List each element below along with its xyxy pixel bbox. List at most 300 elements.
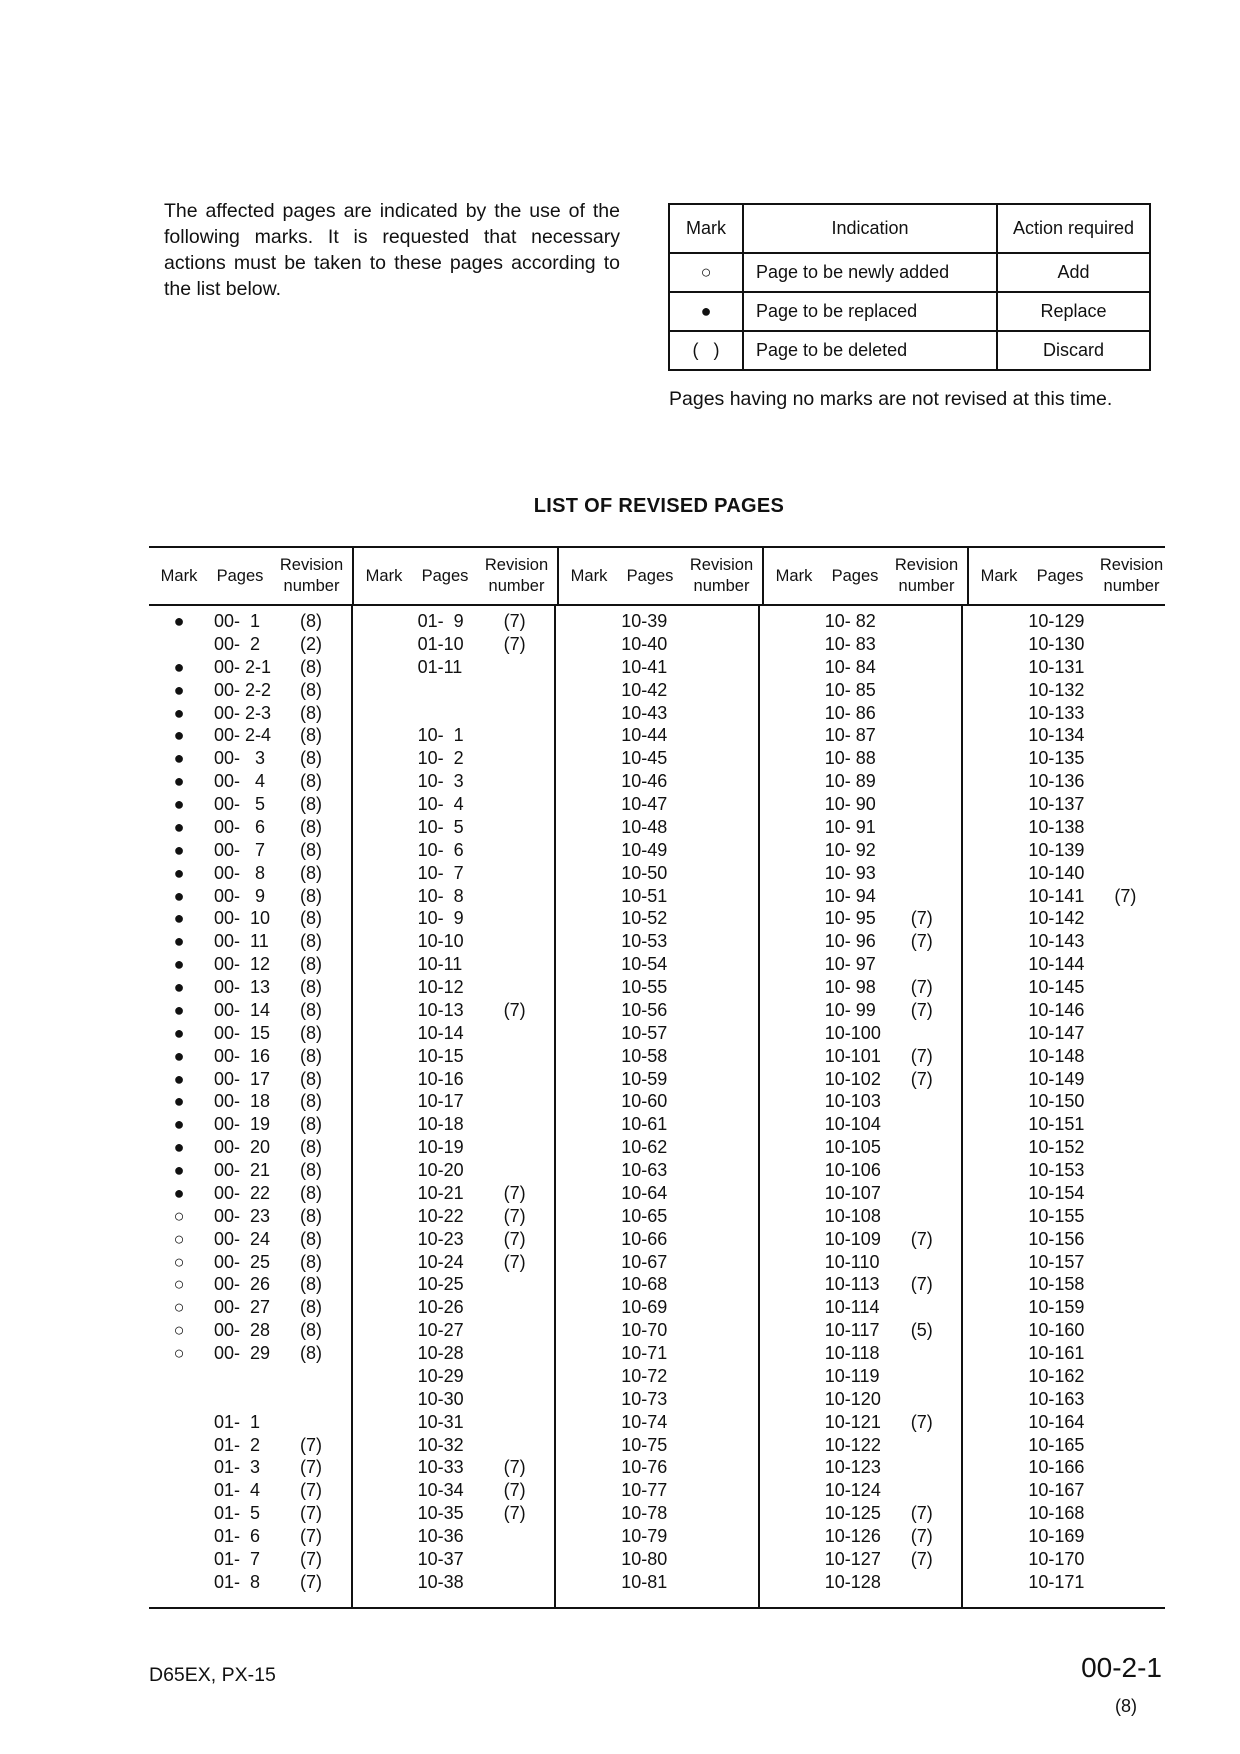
table-row — [556, 656, 758, 679]
mark-cell — [149, 1456, 209, 1479]
mark-cell — [963, 1251, 1023, 1274]
mark-cell — [760, 885, 820, 908]
revision-cell — [1090, 1571, 1160, 1594]
mark-cell — [760, 1182, 820, 1205]
revision-cell: (7) — [503, 1457, 526, 1478]
revision-cell — [1090, 1502, 1160, 1525]
revision-cell: (8) — [300, 885, 322, 906]
revision-cell — [1090, 1205, 1160, 1228]
pages-cell: 10-107 — [824, 1182, 881, 1203]
table-row — [149, 793, 351, 816]
pages-cell: 10- 9 — [417, 908, 464, 929]
table-row — [760, 1548, 962, 1571]
intro-paragraph: The affected pages are indicated by the use of the following marks. It is requested that necessary actions must be taken to these pages according to the list below. — [164, 200, 620, 300]
mark-cell — [353, 862, 413, 885]
table-row — [963, 930, 1165, 953]
table-row — [149, 1068, 351, 1091]
table-row — [353, 1045, 555, 1068]
revision-cell — [480, 679, 550, 702]
page-revision: (8) — [1115, 1696, 1137, 1716]
pages-cell: 10-67 — [621, 1251, 668, 1272]
pages-cell: 00- 5 — [214, 794, 266, 814]
revision-cell — [887, 702, 957, 725]
table-row — [963, 770, 1165, 793]
table-row — [963, 1296, 1165, 1319]
table-row — [556, 976, 758, 999]
table-row — [760, 702, 962, 725]
table-row — [556, 930, 758, 953]
revision-cell — [480, 702, 550, 725]
table-row — [556, 1411, 758, 1434]
pages-cell: 10-81 — [621, 1571, 668, 1592]
revision-cell — [887, 1022, 957, 1045]
revision-cell — [480, 1388, 550, 1411]
table-row — [149, 1159, 351, 1182]
table-row — [149, 610, 351, 633]
revision-cell — [683, 793, 753, 816]
revision-cell: (2) — [300, 633, 322, 654]
mark-cell — [556, 724, 616, 747]
mark-cell — [556, 770, 616, 793]
mark-cell — [760, 1411, 820, 1434]
revision-cell: (8) — [300, 1274, 322, 1295]
header-revision — [681, 555, 762, 597]
header-pages: Pages — [421, 566, 469, 585]
table-row — [760, 610, 962, 633]
table-row — [963, 1502, 1165, 1525]
pages-cell: 10-159 — [1028, 1297, 1085, 1318]
revision-cell — [683, 930, 753, 953]
pages-cell: 10- 93 — [824, 862, 876, 883]
mark-cell — [149, 1571, 209, 1594]
pages-cell: 10-65 — [621, 1205, 668, 1226]
legend-action-replace: Replace — [997, 292, 1150, 331]
revision-cell: (7) — [300, 1526, 322, 1546]
pages-cell: 01- 5 — [214, 1503, 261, 1524]
pages-cell: 10-169 — [1028, 1526, 1085, 1546]
mark-cell — [353, 1434, 413, 1457]
mark-cell — [556, 1136, 616, 1159]
pages-cell: 10-47 — [621, 794, 668, 814]
mark-cell — [353, 1502, 413, 1525]
table-row — [760, 1571, 962, 1594]
pages-cell: 10- 2 — [417, 748, 464, 769]
mark-cell — [149, 633, 209, 656]
table-row — [149, 770, 351, 793]
mark-cell — [556, 1205, 616, 1228]
pages-cell: 00- 11 — [214, 931, 269, 952]
mark-cell — [760, 1090, 820, 1113]
revision-cell — [683, 724, 753, 747]
legend-action-add: Add — [997, 253, 1150, 292]
mark-cell — [760, 1434, 820, 1457]
revision-cell: (8) — [300, 794, 322, 814]
revision-cell: (7) — [503, 999, 526, 1020]
revision-cell: (7) — [503, 1182, 526, 1203]
pages-cell: 00- 23 — [214, 1205, 271, 1226]
table-row — [963, 1388, 1165, 1411]
mark-cell — [556, 1502, 616, 1525]
revision-cell: (5) — [910, 1320, 933, 1341]
header-revision — [1091, 555, 1172, 597]
mark-cell — [760, 839, 820, 862]
table-row — [760, 953, 962, 976]
revision-cell — [683, 1113, 753, 1136]
revision-cell — [480, 1342, 550, 1365]
pages-cell: 00- 2-1 — [214, 656, 272, 677]
revision-cell: (8) — [300, 954, 322, 975]
revision-cell — [683, 1479, 753, 1502]
pages-cell: 00- 18 — [214, 1091, 271, 1112]
revision-cell — [887, 1113, 957, 1136]
revision-cell — [1090, 633, 1160, 656]
pages-cell: 01- 4 — [214, 1480, 261, 1501]
mark-cell: ○ — [173, 1274, 185, 1295]
pages-cell: 10-138 — [1028, 816, 1085, 837]
revision-cell — [683, 702, 753, 725]
table-row — [149, 930, 351, 953]
table-row — [556, 1228, 758, 1251]
revision-cell — [480, 1136, 550, 1159]
pages-cell: 10-104 — [824, 1114, 881, 1135]
mark-cell — [556, 1182, 616, 1205]
mark-cell — [963, 1022, 1023, 1045]
pages-cell: 10- 5 — [417, 816, 464, 837]
legend-header-mark: Mark — [669, 204, 743, 253]
revision-cell — [887, 1182, 957, 1205]
revision-cell — [887, 953, 957, 976]
table-row — [353, 1022, 555, 1045]
pages-cell: 10-132 — [1028, 679, 1085, 700]
table-row — [353, 1525, 555, 1548]
revision-cell: (8) — [300, 1022, 322, 1043]
revision-cell: (7) — [503, 1228, 526, 1249]
mark-cell — [760, 770, 820, 793]
revision-cell — [480, 1411, 550, 1434]
revision-cell: (8) — [300, 1160, 322, 1180]
table-row — [963, 907, 1165, 930]
pages-cell: 10-120 — [824, 1388, 881, 1409]
mark-cell — [760, 1296, 820, 1319]
mark-cell — [760, 1456, 820, 1479]
pages-cell: 10-114 — [824, 1297, 880, 1318]
mark-cell — [353, 1045, 413, 1068]
mark-cell — [353, 1182, 413, 1205]
legend-row-discard — [669, 331, 1150, 370]
pages-cell: 10-75 — [621, 1434, 668, 1455]
pages-cell: 10-100 — [824, 1022, 881, 1043]
table-row — [149, 1319, 351, 1342]
pages-cell: 10- 95 — [824, 908, 876, 929]
table-row — [760, 1319, 962, 1342]
mark-cell — [760, 1228, 820, 1251]
pages-cell: 10- 94 — [824, 885, 876, 906]
revision-cell — [887, 1434, 957, 1457]
mark-cell — [760, 1068, 820, 1091]
revised-pages-body — [149, 606, 1165, 1607]
table-row — [353, 1182, 555, 1205]
mark-cell — [760, 816, 820, 839]
table-row — [963, 1456, 1165, 1479]
mark-cell: ● — [173, 885, 185, 906]
mark-cell — [760, 1045, 820, 1068]
revision-cell — [480, 907, 550, 930]
revision-cell — [480, 1159, 550, 1182]
table-row — [760, 1525, 962, 1548]
mark-cell — [353, 839, 413, 862]
table-row — [556, 1502, 758, 1525]
mark-cell — [963, 1136, 1023, 1159]
table-row — [353, 1365, 555, 1388]
pages-cell: 10-126 — [824, 1526, 881, 1546]
table-row — [149, 1228, 351, 1251]
mark-cell — [760, 1022, 820, 1045]
revision-cell — [683, 1045, 753, 1068]
mark-cell — [149, 1548, 209, 1571]
pages-cell: 00- 3 — [214, 748, 266, 769]
table-row — [556, 1068, 758, 1091]
mark-cell — [760, 999, 820, 1022]
mark-cell — [963, 1205, 1023, 1228]
table-row — [760, 839, 962, 862]
table-row — [353, 907, 555, 930]
mark-cell — [556, 702, 616, 725]
mark-cell — [353, 793, 413, 816]
mark-cell — [556, 1090, 616, 1113]
mark-cell — [556, 1548, 616, 1571]
revision-cell — [480, 1571, 550, 1594]
mark-cell — [556, 1456, 616, 1479]
pages-cell: 10-32 — [417, 1434, 464, 1455]
table-row — [149, 839, 351, 862]
mark-cell: ● — [173, 748, 185, 769]
table-row — [556, 679, 758, 702]
pages-cell: 10-151 — [1028, 1114, 1085, 1135]
mark-cell — [556, 885, 616, 908]
mark-cell — [963, 1479, 1023, 1502]
page-list-column-5 — [961, 606, 1165, 1607]
pages-cell: 10- 98 — [824, 977, 876, 997]
table-row — [556, 999, 758, 1022]
table-row — [760, 1228, 962, 1251]
mark-cell — [760, 1388, 820, 1411]
mark-cell — [353, 1273, 413, 1296]
pages-cell: 10-41 — [621, 656, 668, 677]
pages-cell: 10-139 — [1028, 839, 1085, 860]
mark-cell — [353, 1205, 413, 1228]
mark-cell — [353, 1411, 413, 1434]
pages-cell: 10-123 — [824, 1457, 881, 1478]
pages-cell: 10-171 — [1028, 1571, 1085, 1592]
mark-cell — [963, 610, 1023, 633]
table-row — [760, 999, 962, 1022]
page-number: 00-2-1 — [1081, 1652, 1162, 1683]
mark-cell — [760, 1365, 820, 1388]
pages-cell: 10- 92 — [824, 839, 876, 860]
pages-cell: 10- 4 — [417, 794, 464, 814]
table-row — [760, 816, 962, 839]
pages-cell: 01- 8 — [214, 1571, 261, 1592]
page-list-column-2 — [351, 606, 555, 1607]
pages-cell: 10-147 — [1028, 1022, 1085, 1043]
pages-cell: 00- 27 — [214, 1297, 271, 1318]
table-row — [149, 1434, 351, 1457]
pages-cell: 10-17 — [417, 1091, 464, 1112]
pages-cell: 10-127 — [824, 1548, 881, 1569]
pages-cell: 10-165 — [1028, 1434, 1085, 1455]
mark-cell — [353, 1548, 413, 1571]
mark-cell — [149, 1502, 209, 1525]
mark-cell — [963, 1502, 1023, 1525]
table-row — [353, 1571, 555, 1594]
table-row — [963, 1159, 1165, 1182]
pages-cell: 01- 2 — [214, 1434, 261, 1455]
pages-cell: 10- 86 — [824, 702, 876, 723]
revision-cell — [1090, 1159, 1160, 1182]
pages-cell: 10-22 — [417, 1205, 464, 1226]
revision-cell: (8) — [300, 908, 322, 929]
mark-cell — [556, 1273, 616, 1296]
mark-cell — [760, 907, 820, 930]
mark-cell — [353, 702, 413, 725]
table-row — [963, 1090, 1165, 1113]
table-row — [556, 1365, 758, 1388]
pages-cell: 10-161 — [1028, 1343, 1085, 1363]
revision-cell — [1090, 610, 1160, 633]
pages-cell: 10-124 — [824, 1480, 881, 1501]
table-row — [353, 999, 555, 1022]
revision-cell — [683, 862, 753, 885]
table-row — [556, 1136, 758, 1159]
table-row — [149, 999, 351, 1022]
table-row — [353, 1136, 555, 1159]
mark-cell — [963, 724, 1023, 747]
pages-cell: 10-134 — [1028, 725, 1085, 746]
pages-cell: 00- 14 — [214, 999, 271, 1020]
revision-cell: (7) — [300, 1571, 322, 1592]
mark-cell — [353, 1319, 413, 1342]
header-pages: Pages — [831, 566, 879, 585]
pages-cell: 10-39 — [621, 611, 668, 631]
revision-cell: (7) — [503, 633, 526, 654]
table-row — [963, 1251, 1165, 1274]
pages-cell: 10- 87 — [824, 725, 876, 746]
mark-cell — [760, 702, 820, 725]
revision-cell: (7) — [503, 1503, 526, 1524]
revision-cell — [480, 1090, 550, 1113]
table-row — [149, 656, 351, 679]
table-row — [149, 1502, 351, 1525]
revision-cell — [683, 1411, 753, 1434]
mark-cell — [556, 1296, 616, 1319]
table-row — [556, 1090, 758, 1113]
mark-cell — [760, 1548, 820, 1571]
mark-cell — [963, 1113, 1023, 1136]
revision-cell — [276, 1365, 346, 1388]
revision-cell — [1090, 656, 1160, 679]
revision-cell: (7) — [910, 908, 933, 929]
table-row — [149, 885, 351, 908]
pages-cell: 10-19 — [417, 1137, 464, 1158]
mark-cell — [353, 1479, 413, 1502]
table-row — [963, 679, 1165, 702]
revision-cell — [683, 656, 753, 679]
mark-cell — [963, 839, 1023, 862]
table-row — [353, 1502, 555, 1525]
table-row — [556, 1113, 758, 1136]
revision-cell: (8) — [300, 679, 322, 700]
pages-cell: 10-128 — [824, 1571, 881, 1592]
table-row — [353, 747, 555, 770]
pages-cell — [413, 702, 480, 725]
header-revision — [886, 555, 967, 597]
table-row — [556, 770, 758, 793]
pages-cell: 10-55 — [621, 977, 668, 997]
header-pages: Pages — [1036, 566, 1084, 585]
pages-cell: 10-122 — [824, 1434, 881, 1455]
pages-cell: 10-51 — [621, 885, 668, 906]
pages-cell: 10-31 — [417, 1411, 464, 1432]
mark-cell — [963, 1319, 1023, 1342]
header-revision — [476, 555, 557, 597]
mark-cell — [556, 1045, 616, 1068]
pages-cell: 00- 16 — [214, 1045, 271, 1066]
revision-cell: (8) — [300, 1251, 322, 1272]
pages-cell: 00- 6 — [214, 816, 266, 837]
pages-cell: 10-157 — [1028, 1251, 1085, 1272]
mark-cell — [353, 1456, 413, 1479]
table-row — [760, 976, 962, 999]
revision-cell — [1090, 1113, 1160, 1136]
table-row — [149, 1045, 351, 1068]
revised-pages-header — [149, 548, 1165, 606]
legend-header-row — [669, 204, 1150, 253]
table-row — [353, 953, 555, 976]
pages-cell: 10-137 — [1028, 794, 1085, 814]
table-row — [556, 1045, 758, 1068]
mark-cell — [760, 976, 820, 999]
table-row — [353, 1342, 555, 1365]
mark-legend-table — [668, 203, 1151, 371]
mark-cell — [760, 1479, 820, 1502]
no-mark-note: Pages having no marks are not revised at this time. — [669, 388, 1113, 410]
legend-mark-add: ○ — [669, 253, 743, 292]
revision-cell — [683, 1159, 753, 1182]
mark-cell: ● — [173, 1182, 185, 1203]
revision-cell — [480, 793, 550, 816]
mark-cell — [353, 633, 413, 656]
revision-cell — [683, 1571, 753, 1594]
pages-cell: 10-155 — [1028, 1205, 1085, 1226]
mark-cell — [149, 1365, 209, 1388]
mark-cell: ● — [173, 794, 185, 814]
table-row — [760, 1159, 962, 1182]
table-row — [963, 885, 1165, 908]
pages-cell: 01-10 — [417, 633, 464, 654]
mark-cell — [760, 747, 820, 770]
revision-cell — [683, 885, 753, 908]
table-row — [353, 1205, 555, 1228]
pages-cell: 01- 1 — [214, 1411, 261, 1432]
mark-cell — [556, 1228, 616, 1251]
mark-cell — [963, 1045, 1023, 1068]
revision-cell: (7) — [910, 931, 933, 952]
pages-cell: 00- 7 — [214, 839, 266, 860]
pages-cell: 10-64 — [621, 1182, 668, 1203]
table-row — [149, 1456, 351, 1479]
pages-cell: 00- 1 — [214, 611, 261, 631]
pages-cell: 10-102 — [824, 1068, 881, 1089]
